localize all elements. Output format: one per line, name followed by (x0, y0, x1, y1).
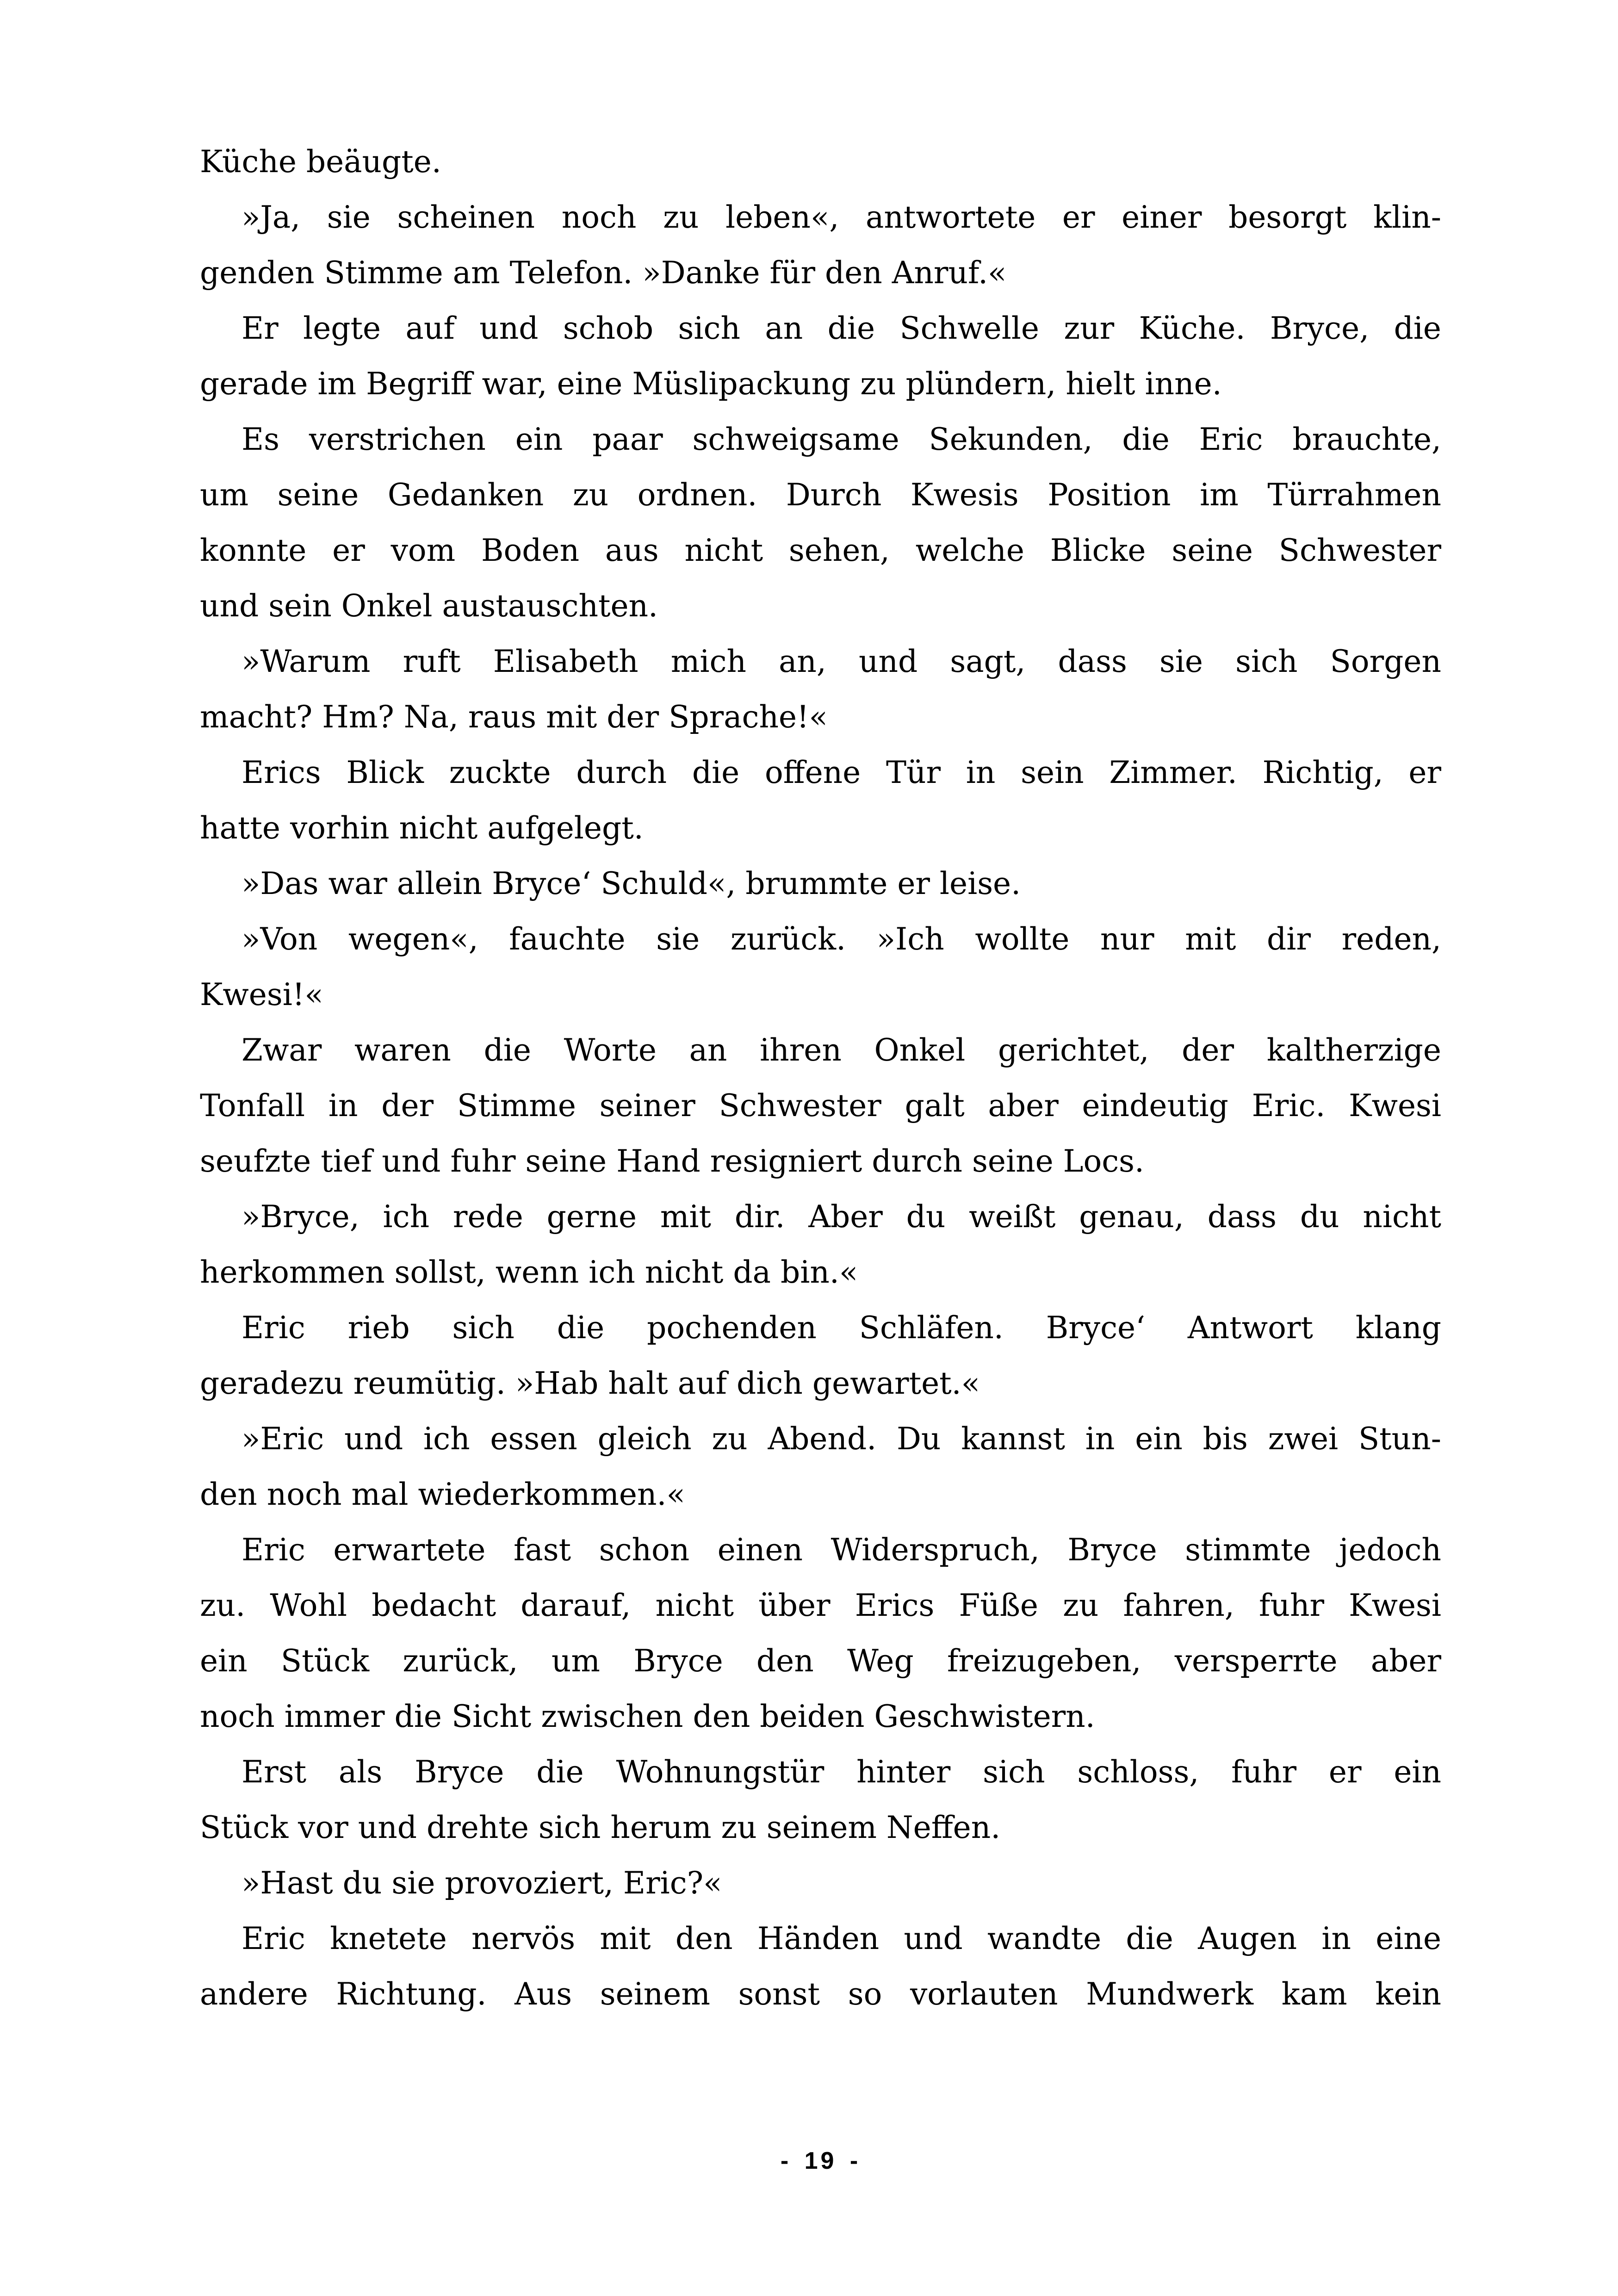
text-line: »Eric und ich essen gleich zu Abend. Du kannst in ein bis zwei Stun- (242, 1421, 1441, 1457)
text-line: Kwesi!« (200, 977, 323, 1012)
paragraph (200, 745, 1441, 856)
text-line: Stück vor und drehte sich herum zu seinem Neffen. (200, 1810, 1001, 1845)
text-line: gerade im Begriff war, eine Müslipackung zu plündern, hielt inne. (200, 366, 1222, 402)
text-line: und sein Onkel austauschten. (200, 588, 658, 624)
text-line: seufzte tief und fuhr seine Hand resigniert durch seine Locs. (200, 1143, 1145, 1179)
paragraph (200, 412, 1441, 634)
text-line: »Bryce, ich rede gerne mit dir. Aber du weißt genau, dass du nicht (242, 1199, 1441, 1235)
paragraph (200, 634, 1441, 745)
text-line: Eric knetete nervös mit den Händen und wandte die Augen in eine (242, 1921, 1441, 1956)
text-line: Er legte auf und schob sich an die Schwelle zur Küche. Bryce, die (242, 310, 1441, 346)
paragraph (200, 1189, 1441, 1300)
paragraph (200, 856, 1441, 912)
text-line: macht? Hm? Na, raus mit der Sprache!« (200, 699, 828, 735)
text-line: ein Stück zurück, um Bryce den Weg freizugeben, versperrte aber (200, 1643, 1441, 1679)
text-line: herkommen sollst, wenn ich nicht da bin.« (200, 1254, 858, 1290)
paragraph (200, 1522, 1441, 1744)
text-line: Tonfall in der Stimme seiner Schwester galt aber eindeutig Eric. Kwesi (200, 1088, 1441, 1123)
text-line: Zwar waren die Worte an ihren Onkel gerichtet, der kaltherzige (242, 1032, 1441, 1068)
text-line: Erst als Bryce die Wohnungstür hinter sich schloss, fuhr er ein (242, 1754, 1441, 1790)
text-line: »Hast du sie provoziert, Eric?« (242, 1865, 722, 1901)
text-line: »Ja, sie scheinen noch zu leben«, antwortete er einer besorgt klin- (242, 199, 1441, 235)
paragraph (200, 1411, 1441, 1522)
text-block (200, 134, 1441, 2022)
text-line: Eric rieb sich die pochenden Schläfen. Bryce‘ Antwort klang (242, 1310, 1441, 1346)
text-line: konnte er vom Boden aus nicht sehen, welche Blicke seine Schwester (200, 533, 1441, 568)
text-line: noch immer die Sicht zwischen den beiden Geschwistern. (200, 1699, 1095, 1734)
text-line: andere Richtung. Aus seinem sonst so vorlauten Mundwerk kam kein (200, 1976, 1441, 2012)
page-number: - 19 - (780, 2147, 861, 2174)
text-line: um seine Gedanken zu ordnen. Durch Kwesis Position im Türrahmen (200, 477, 1441, 513)
text-line: Eric erwartete fast schon einen Widerspruch, Bryce stimmte jedoch (242, 1532, 1441, 1568)
paragraph (200, 1023, 1441, 1189)
text-line: geradezu reumütig. »Hab halt auf dich gewartet.« (200, 1365, 980, 1401)
text-line: »Warum ruft Elisabeth mich an, und sagt, dass sie sich Sorgen (242, 644, 1441, 679)
text-line: Küche beäugte. (200, 144, 441, 180)
page-footer (200, 2147, 1441, 2175)
paragraph (200, 1911, 1441, 2022)
text-line: Es verstrichen ein paar schweigsame Sekunden, die Eric brauchte, (242, 422, 1441, 457)
paragraph (200, 1300, 1441, 1411)
paragraph (200, 134, 1441, 190)
paragraph (200, 301, 1441, 412)
paragraph (200, 1855, 1441, 1911)
text-line: den noch mal wiederkommen.« (200, 1477, 685, 1512)
paragraph (200, 912, 1441, 1023)
text-line: genden Stimme am Telefon. »Danke für den Anruf.« (200, 255, 1007, 291)
text-line: »Von wegen«, fauchte sie zurück. »Ich wollte nur mit dir reden, (242, 921, 1441, 957)
paragraph (200, 190, 1441, 301)
text-line: zu. Wohl bedacht darauf, nicht über Erics Füße zu fahren, fuhr Kwesi (200, 1588, 1441, 1623)
text-line: »Das war allein Bryce‘ Schuld«, brummte er leise. (242, 866, 1021, 901)
paragraph (200, 1744, 1441, 1855)
text-line: hatte vorhin nicht aufgelegt. (200, 810, 644, 846)
text-line: Erics Blick zuckte durch die offene Tür in sein Zimmer. Richtig, er (242, 755, 1441, 790)
